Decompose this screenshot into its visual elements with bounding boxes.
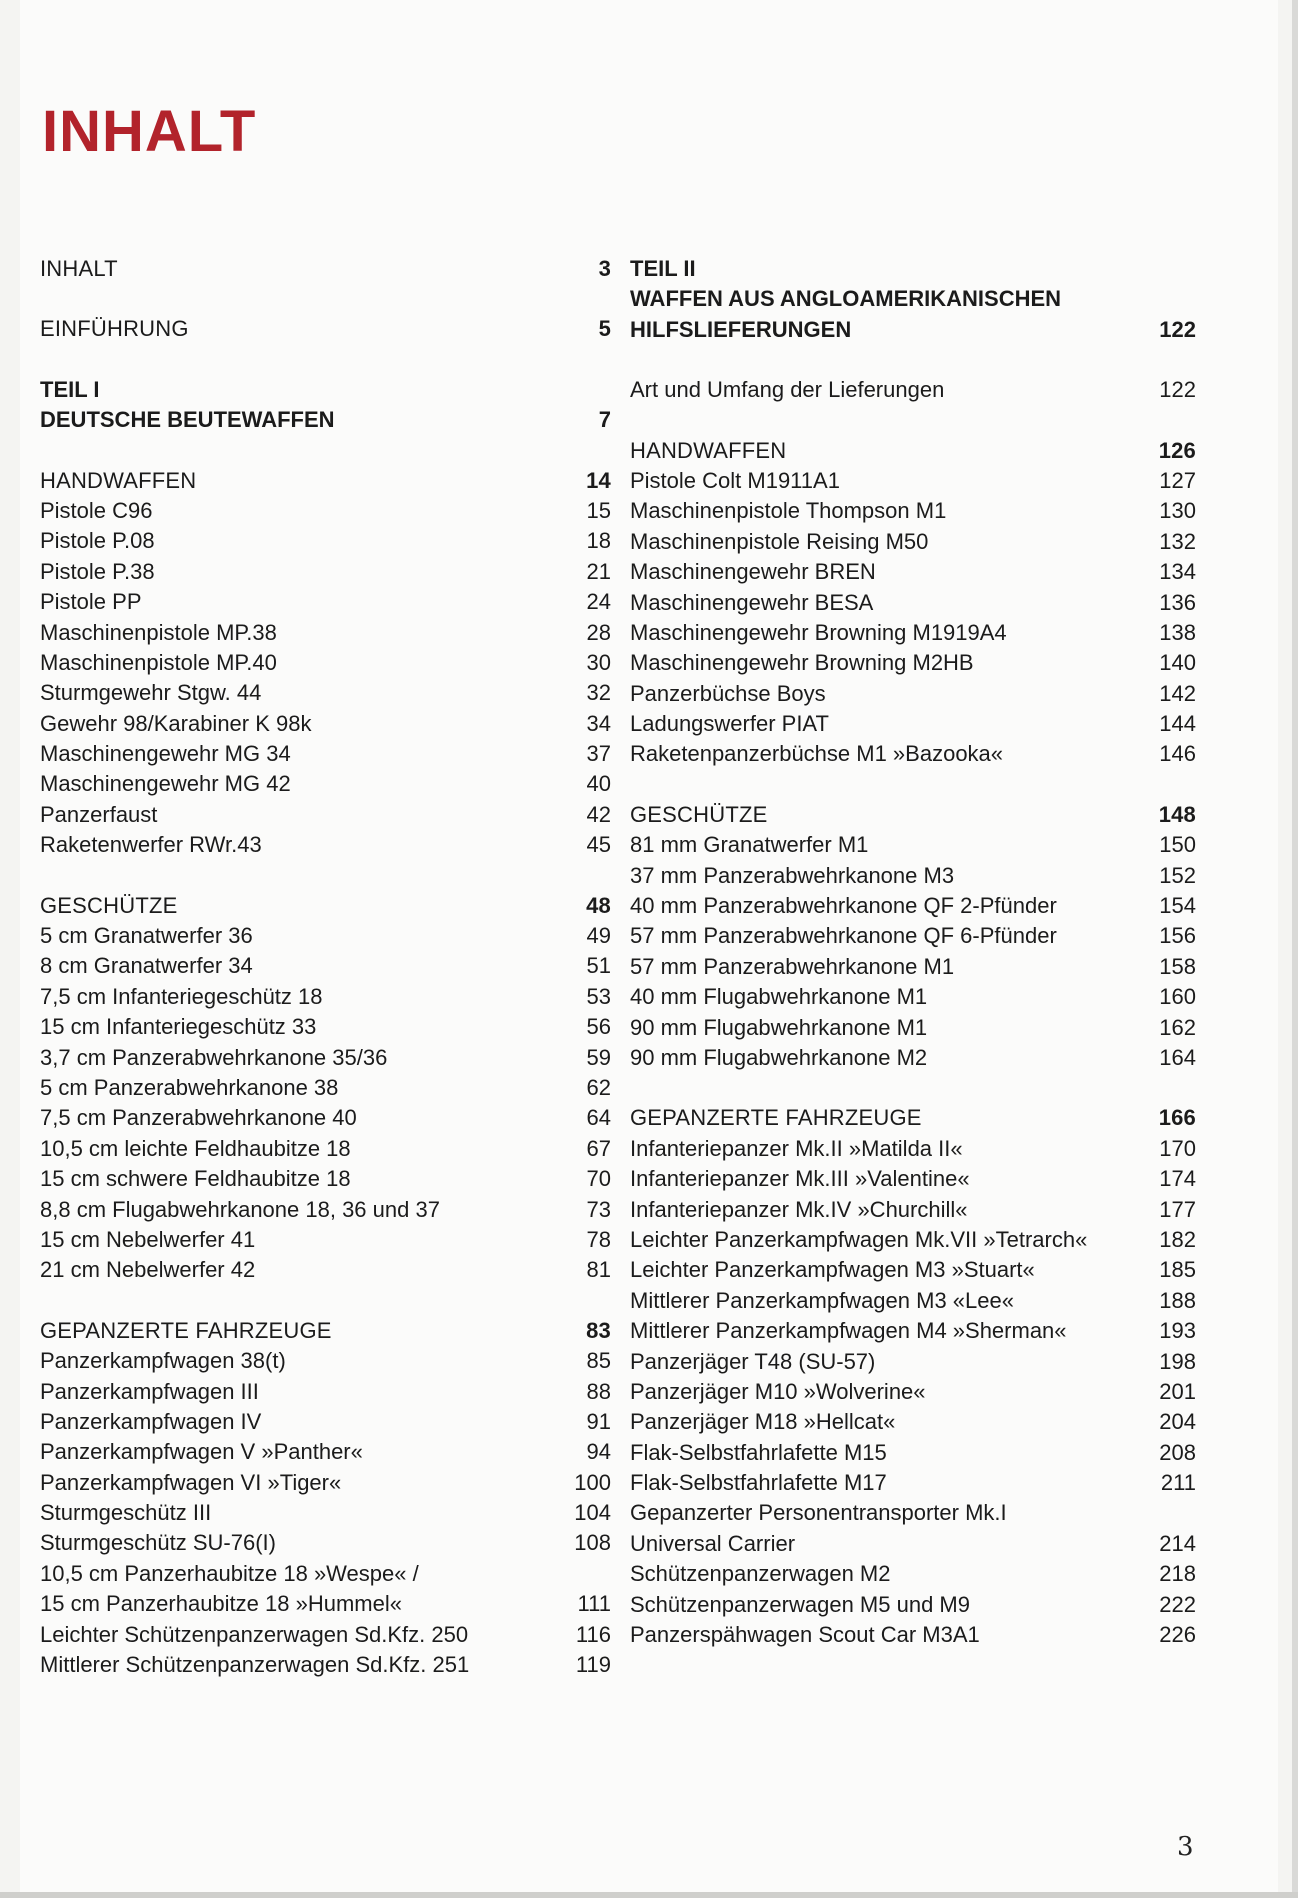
toc-entry xyxy=(40,830,611,860)
toc-entry-page: 164 xyxy=(1159,1044,1196,1070)
toc-entry-page: 83 xyxy=(586,1317,611,1343)
toc-entry xyxy=(630,1498,1196,1528)
toc-entry-label: 40 mm Flugabwehrkanone M1 xyxy=(630,984,928,1010)
toc-entry-page: 226 xyxy=(1159,1622,1196,1648)
toc-entry xyxy=(40,1255,611,1285)
scan-bottom-edge xyxy=(0,1892,1298,1898)
toc-entry-page: 81 xyxy=(586,1257,611,1283)
toc-entry-label: WAFFEN AUS ANGLOAMERIKANISCHEN xyxy=(630,286,1062,312)
toc-entry-label: 15 cm schwere Feldhaubitze 18 xyxy=(40,1166,351,1192)
toc-entry-page: 146 xyxy=(1159,741,1196,767)
toc-section-heading xyxy=(40,314,611,344)
toc-entry-page: 122 xyxy=(1159,316,1196,342)
toc-part-heading xyxy=(630,315,1196,345)
toc-entry-label: Sturmgeschütz SU-76(I) xyxy=(40,1530,276,1556)
toc-entry-label: TEIL II xyxy=(630,256,696,281)
toc-entry xyxy=(40,1012,611,1042)
toc-entry-label: 8,8 cm Flugabwehrkanone 18, 36 und 37 xyxy=(40,1196,440,1222)
toc-part-heading xyxy=(40,375,611,405)
toc-entry xyxy=(630,1559,1196,1589)
toc-entry-label: Sturmgeschütz III xyxy=(40,1500,212,1526)
toc-entry xyxy=(630,739,1196,769)
toc-entry-label: Pistole Colt M1911A1 xyxy=(630,467,840,493)
toc-entry-label: Infanteriepanzer Mk.III »Valentine« xyxy=(630,1166,970,1192)
toc-entry xyxy=(630,527,1196,557)
toc-part-heading xyxy=(630,254,1196,284)
toc-entry xyxy=(40,526,611,556)
toc-entry-page: 126 xyxy=(1158,437,1196,463)
toc-entry-label: Maschinengewehr MG 42 xyxy=(40,771,291,797)
toc-entry-label: Mittlerer Panzerkampfwagen M4 »Sherman« xyxy=(630,1318,1067,1344)
toc-entry xyxy=(40,1225,611,1255)
toc-entry-page: 188 xyxy=(1159,1287,1196,1313)
toc-entry-label: Sturmgewehr Stgw. 44 xyxy=(40,680,262,706)
toc-entry-page: 70 xyxy=(586,1166,611,1192)
toc-entry-label: 10,5 cm leichte Feldhaubitze 18 xyxy=(40,1135,351,1161)
toc-entry xyxy=(630,1316,1196,1346)
toc-entry-label: Flak-Selbstfahrlafette M15 xyxy=(630,1439,887,1465)
toc-entry xyxy=(630,1225,1196,1255)
toc-entry-page: 15 xyxy=(586,497,611,523)
toc-entry-label: Leichter Panzerkampfwagen M3 »Stuart« xyxy=(630,1257,1035,1283)
toc-entry xyxy=(630,1164,1196,1194)
toc-entry xyxy=(630,709,1196,739)
toc-entry xyxy=(630,1438,1196,1468)
toc-entry-page: 201 xyxy=(1159,1378,1196,1404)
toc-entry-label: 10,5 cm Panzerhaubitze 18 »Wespe« / xyxy=(40,1560,419,1586)
toc-entry-label: Panzerfaust xyxy=(40,801,158,827)
toc-part-heading xyxy=(40,405,611,435)
toc-entry xyxy=(40,618,611,648)
page-title: INHALT xyxy=(42,99,257,164)
toc-entry-label: EINFÜHRUNG xyxy=(40,316,189,342)
toc-entry-page: 158 xyxy=(1159,953,1196,979)
toc-entry-page: 7 xyxy=(598,407,611,433)
toc-entry-label: Maschinengewehr Browning M2HB xyxy=(630,650,974,676)
toc-entry-page: 32 xyxy=(586,680,611,706)
toc-entry-page: 21 xyxy=(586,558,611,584)
toc-entry xyxy=(630,1377,1196,1407)
toc-entry xyxy=(630,1590,1196,1620)
toc-entry-label: Pistole C96 xyxy=(40,497,153,523)
page-number: 3 xyxy=(1177,1832,1194,1862)
toc-entry xyxy=(40,1103,611,1133)
toc-entry xyxy=(40,921,611,951)
toc-entry-page: 211 xyxy=(1160,1470,1196,1496)
toc-entry xyxy=(630,1134,1196,1164)
toc-entry-label: Panzerkampfwagen 38(t) xyxy=(40,1348,286,1374)
toc-entry xyxy=(630,375,1196,405)
toc-entry-label: Panzerkampfwagen VI »Tiger« xyxy=(40,1469,342,1495)
toc-section xyxy=(40,891,611,1286)
toc-column-right xyxy=(630,254,1196,1680)
toc-entry-page: 166 xyxy=(1158,1105,1196,1131)
toc-entry-label: 81 mm Granatwerfer M1 xyxy=(630,832,869,858)
toc-entry-page: 138 xyxy=(1159,619,1196,645)
toc-entry-page: 170 xyxy=(1159,1135,1196,1161)
toc-entry-label: 37 mm Panzerabwehrkanone M3 xyxy=(630,862,955,888)
toc-entry xyxy=(630,557,1196,587)
toc-entry-label: 7,5 cm Infanteriegeschütz 18 xyxy=(40,983,323,1009)
toc-entry-label: 21 cm Nebelwerfer 42 xyxy=(40,1257,256,1283)
toc-entry-page: 174 xyxy=(1159,1166,1196,1192)
toc-entry xyxy=(40,1407,611,1437)
toc-entry-page: 156 xyxy=(1159,923,1196,949)
toc-entry-label: 7,5 cm Panzerabwehrkanone 40 xyxy=(40,1105,357,1131)
toc-entry xyxy=(40,1043,611,1073)
toc-entry-page: 24 xyxy=(586,589,611,615)
toc-entry-label: Panzerkampfwagen IV xyxy=(40,1408,262,1434)
toc-entry xyxy=(40,496,611,526)
toc-entry-page: 67 xyxy=(586,1135,611,1161)
toc-entry xyxy=(40,1346,611,1376)
toc-entry-page: 5 xyxy=(598,316,611,342)
toc-entry-label: HILFSLIEFERUNGEN xyxy=(630,316,852,342)
toc-entry xyxy=(40,1559,611,1589)
toc-entry-label: Maschinengewehr BESA xyxy=(630,589,874,615)
toc-entry xyxy=(40,769,611,799)
toc-entry-page: 162 xyxy=(1159,1014,1196,1040)
toc-entry-page: 28 xyxy=(586,619,611,645)
toc-entry-label: Mittlerer Schützenpanzerwagen Sd.Kfz. 251 xyxy=(40,1652,470,1678)
toc-entry xyxy=(40,800,611,830)
toc-entry xyxy=(40,982,611,1012)
toc-entry-page: 214 xyxy=(1159,1530,1196,1556)
toc-entry-page: 182 xyxy=(1159,1226,1196,1252)
toc-entry-page: 59 xyxy=(586,1044,611,1070)
toc-section-heading xyxy=(630,800,1196,830)
toc-entry-label: Maschinengewehr Browning M1919A4 xyxy=(630,619,1007,645)
toc-entry-page: 198 xyxy=(1159,1348,1196,1374)
toc-entry-label: Panzerbüchse Boys xyxy=(630,680,826,706)
toc-section xyxy=(630,1103,1196,1650)
toc-entry-page: 56 xyxy=(586,1014,611,1040)
toc-section-heading xyxy=(40,891,611,921)
toc-entry-label: Raketenpanzerbüchse M1 »Bazooka« xyxy=(630,741,1004,767)
toc-entry xyxy=(40,587,611,617)
toc-entry-page: 88 xyxy=(586,1378,611,1404)
toc-entry-label: GEPANZERTE FAHRZEUGE xyxy=(630,1105,922,1131)
toc-entry-page: 42 xyxy=(586,801,611,827)
toc-entry-label: Schützenpanzerwagen M5 und M9 xyxy=(630,1591,970,1617)
toc-entry-label: Maschinenpistole Thompson M1 xyxy=(630,498,947,524)
toc-entry-label: Infanteriepanzer Mk.IV »Churchill« xyxy=(630,1196,968,1222)
toc-part-heading xyxy=(630,284,1196,314)
toc-entry-label: 57 mm Panzerabwehrkanone QF 6-Pfünder xyxy=(630,923,1057,949)
toc-entry xyxy=(40,951,611,981)
toc-entry-label: Ladungswerfer PIAT xyxy=(630,711,829,737)
toc-entry-label: Pistole P.08 xyxy=(40,528,155,554)
toc-entry-page: 150 xyxy=(1159,832,1196,858)
toc-entry-label: Schützenpanzerwagen M2 xyxy=(630,1561,891,1587)
toc-entry xyxy=(630,648,1196,678)
toc-entry xyxy=(630,1286,1196,1316)
toc-entry xyxy=(630,679,1196,709)
toc-entry-label: Mittlerer Panzerkampfwagen M3 «Lee« xyxy=(630,1287,1014,1313)
toc-entry xyxy=(630,1013,1196,1043)
toc-entry-label: 90 mm Flugabwehrkanone M2 xyxy=(630,1044,928,1070)
toc-section xyxy=(40,1316,611,1681)
toc-entry xyxy=(630,830,1196,860)
toc-entry-page: 116 xyxy=(575,1621,611,1647)
toc-entry-page: 48 xyxy=(586,892,611,918)
toc-entry xyxy=(40,1437,611,1467)
toc-entry-page: 127 xyxy=(1159,467,1196,493)
toc-entry xyxy=(630,891,1196,921)
book-page xyxy=(20,0,1278,1892)
toc-entry-label: Infanteriepanzer Mk.II »Matilda II« xyxy=(630,1135,963,1161)
toc-entry xyxy=(630,1255,1196,1285)
toc-entry xyxy=(40,1164,611,1194)
toc-entry xyxy=(630,1043,1196,1073)
toc-entry xyxy=(630,952,1196,982)
toc-entry xyxy=(40,1073,611,1103)
toc-entry-page: 91 xyxy=(586,1408,611,1434)
toc-entry-page: 193 xyxy=(1159,1318,1196,1344)
toc-entry-page: 152 xyxy=(1159,862,1196,888)
toc-entry-page: 130 xyxy=(1159,498,1196,524)
toc-entry xyxy=(40,1468,611,1498)
toc-entry-label: Leichter Panzerkampfwagen Mk.VII »Tetrarch« xyxy=(630,1226,1088,1252)
toc-entry-page: 100 xyxy=(574,1469,611,1495)
toc-entry-page: 185 xyxy=(1159,1257,1196,1283)
toc-entry-label: Panzerjäger T48 (SU-57) xyxy=(630,1348,876,1374)
toc-entry-label: 8 cm Granatwerfer 34 xyxy=(40,953,253,979)
toc-entry-page: 85 xyxy=(586,1348,611,1374)
toc-entry-label: 15 cm Panzerhaubitze 18 »Hummel« xyxy=(40,1591,402,1617)
toc-entry-page: 218 xyxy=(1159,1561,1196,1587)
toc-entry-label: 57 mm Panzerabwehrkanone M1 xyxy=(630,953,955,979)
toc-entry-label: Pistole P.38 xyxy=(40,558,155,584)
toc-section xyxy=(630,436,1196,770)
toc-entry-label: Maschinengewehr BREN xyxy=(630,559,876,585)
toc-section-heading xyxy=(40,254,611,284)
toc-entry-label: 5 cm Granatwerfer 36 xyxy=(40,923,253,949)
toc-entry xyxy=(40,709,611,739)
toc-entry-page: 208 xyxy=(1159,1439,1196,1465)
toc-entry xyxy=(40,1650,611,1680)
toc-entry xyxy=(630,982,1196,1012)
toc-entry-label: 15 cm Infanteriegeschütz 33 xyxy=(40,1014,317,1040)
toc-entry-page: 154 xyxy=(1159,893,1196,919)
toc-section-heading xyxy=(630,436,1196,466)
toc-entry-label: GESCHÜTZE xyxy=(630,801,768,827)
toc-entry-label: 40 mm Panzerabwehrkanone QF 2-Pfünder xyxy=(630,893,1057,919)
toc-entry-label: Maschinenpistole MP.40 xyxy=(40,649,277,675)
toc-entry xyxy=(630,1468,1196,1498)
toc-entry-label: Panzerkampfwagen III xyxy=(40,1378,259,1404)
toc-entry xyxy=(40,648,611,678)
toc-entry xyxy=(630,1529,1196,1559)
toc-entry-page: 111 xyxy=(577,1591,611,1617)
toc-entry-label: 5 cm Panzerabwehrkanone 38 xyxy=(40,1074,339,1100)
toc-entry-page: 144 xyxy=(1159,711,1196,737)
toc-entry-page: 119 xyxy=(575,1652,611,1678)
toc-entry-page: 132 xyxy=(1159,528,1196,554)
toc-section-heading xyxy=(630,1103,1196,1133)
toc-section xyxy=(630,375,1196,405)
toc-entry-page: 3 xyxy=(598,256,611,281)
toc-entry xyxy=(40,1498,611,1528)
toc-entry xyxy=(630,861,1196,891)
scan-edge xyxy=(1292,0,1298,1898)
toc-entry xyxy=(40,1589,611,1619)
toc-section xyxy=(40,254,611,284)
toc-entry xyxy=(40,557,611,587)
toc-entry-label: Maschinengewehr MG 34 xyxy=(40,741,291,767)
toc-entry-label: INHALT xyxy=(40,256,118,281)
toc-section-heading xyxy=(40,1316,611,1346)
toc-entry-label: Panzerjäger M10 »Wolverine« xyxy=(630,1378,926,1404)
toc-entry-page: 14 xyxy=(586,467,611,493)
toc-entry-page: 160 xyxy=(1159,984,1196,1010)
toc-entry-page: 104 xyxy=(574,1500,611,1526)
toc-entry-page: 45 xyxy=(586,832,611,858)
toc-entry-page: 222 xyxy=(1159,1591,1196,1617)
toc-entry-label: Panzerjäger M18 »Hellcat« xyxy=(630,1409,896,1435)
toc-entry-page: 34 xyxy=(586,710,611,736)
toc-entry xyxy=(40,739,611,769)
toc-entry-label: Gewehr 98/Karabiner K 98k xyxy=(40,710,312,736)
toc-entry xyxy=(630,1195,1196,1225)
toc-entry-page: 94 xyxy=(586,1439,611,1465)
toc-entry-label: Maschinenpistole MP.38 xyxy=(40,619,277,645)
toc-entry-page: 40 xyxy=(586,771,611,797)
toc-entry-page: 73 xyxy=(586,1196,611,1222)
toc-entry-label: Flak-Selbstfahrlafette M17 xyxy=(630,1470,887,1496)
toc-entry xyxy=(40,1528,611,1558)
toc-entry-page: 142 xyxy=(1159,680,1196,706)
toc-entry-label: DEUTSCHE BEUTEWAFFEN xyxy=(40,407,335,433)
toc-entry-label: Universal Carrier xyxy=(630,1530,796,1556)
toc-entry-label: HANDWAFFEN xyxy=(630,437,787,463)
toc-entry-page: 49 xyxy=(586,923,611,949)
toc-entry-page: 204 xyxy=(1159,1409,1196,1435)
toc-entry-page: 134 xyxy=(1159,559,1196,585)
toc-entry-label: Pistole PP xyxy=(40,589,142,615)
toc-entry-page: 51 xyxy=(586,953,611,979)
toc-entry-label: Art und Umfang der Lieferungen xyxy=(630,377,945,403)
toc-section xyxy=(630,254,1196,345)
toc-entry-label: Panzerspähwagen Scout Car M3A1 xyxy=(630,1622,980,1648)
toc-entry-page: 78 xyxy=(586,1226,611,1252)
toc-entry-label: Panzerkampfwagen V »Panther« xyxy=(40,1439,363,1465)
toc-entry-page: 136 xyxy=(1159,589,1196,615)
toc-entry-label: GESCHÜTZE xyxy=(40,892,178,918)
toc-section xyxy=(40,314,611,344)
toc-entry xyxy=(630,588,1196,618)
toc-entry-label: Raketenwerfer RWr.43 xyxy=(40,832,262,858)
toc-entry xyxy=(630,1620,1196,1650)
toc-entry-label: 3,7 cm Panzerabwehrkanone 35/36 xyxy=(40,1044,388,1070)
toc-entry-label: Leichter Schützenpanzerwagen Sd.Kfz. 250 xyxy=(40,1621,469,1647)
toc-entry xyxy=(630,618,1196,648)
toc-entry-page: 18 xyxy=(586,528,611,554)
toc-section xyxy=(40,466,611,861)
toc-entry-label: GEPANZERTE FAHRZEUGE xyxy=(40,1317,332,1343)
toc-entry-page: 30 xyxy=(586,649,611,675)
toc-entry-page: 62 xyxy=(586,1074,611,1100)
toc-entry-label: Gepanzerter Personentransporter Mk.I xyxy=(630,1500,1007,1526)
toc-entry-label: HANDWAFFEN xyxy=(40,467,197,493)
toc-entry xyxy=(630,496,1196,526)
toc-entry-page: 177 xyxy=(1159,1196,1196,1222)
toc-entry-label: TEIL I xyxy=(40,376,100,402)
toc-entry xyxy=(40,1134,611,1164)
toc-entry-page: 122 xyxy=(1159,377,1196,403)
toc-entry xyxy=(630,921,1196,951)
toc-entry xyxy=(40,1377,611,1407)
toc-entry-page: 37 xyxy=(586,741,611,767)
toc-column-left xyxy=(40,254,611,1710)
toc-section xyxy=(630,800,1196,1074)
toc-entry xyxy=(40,1195,611,1225)
toc-entry-page: 108 xyxy=(574,1530,611,1556)
toc-entry-page: 53 xyxy=(586,983,611,1009)
toc-entry-page: 148 xyxy=(1158,801,1196,827)
toc-entry xyxy=(630,1407,1196,1437)
toc-entry-label: 15 cm Nebelwerfer 41 xyxy=(40,1226,256,1252)
toc-entry xyxy=(630,466,1196,496)
toc-entry-page: 64 xyxy=(586,1105,611,1131)
toc-section-heading xyxy=(40,466,611,496)
toc-entry-page: 140 xyxy=(1159,650,1196,676)
toc-section xyxy=(40,375,611,436)
toc-entry xyxy=(40,678,611,708)
toc-entry xyxy=(40,1620,611,1650)
toc-entry-label: Maschinenpistole Reising M50 xyxy=(630,528,929,554)
toc-entry-label: 90 mm Flugabwehrkanone M1 xyxy=(630,1014,928,1040)
toc-entry xyxy=(630,1347,1196,1377)
